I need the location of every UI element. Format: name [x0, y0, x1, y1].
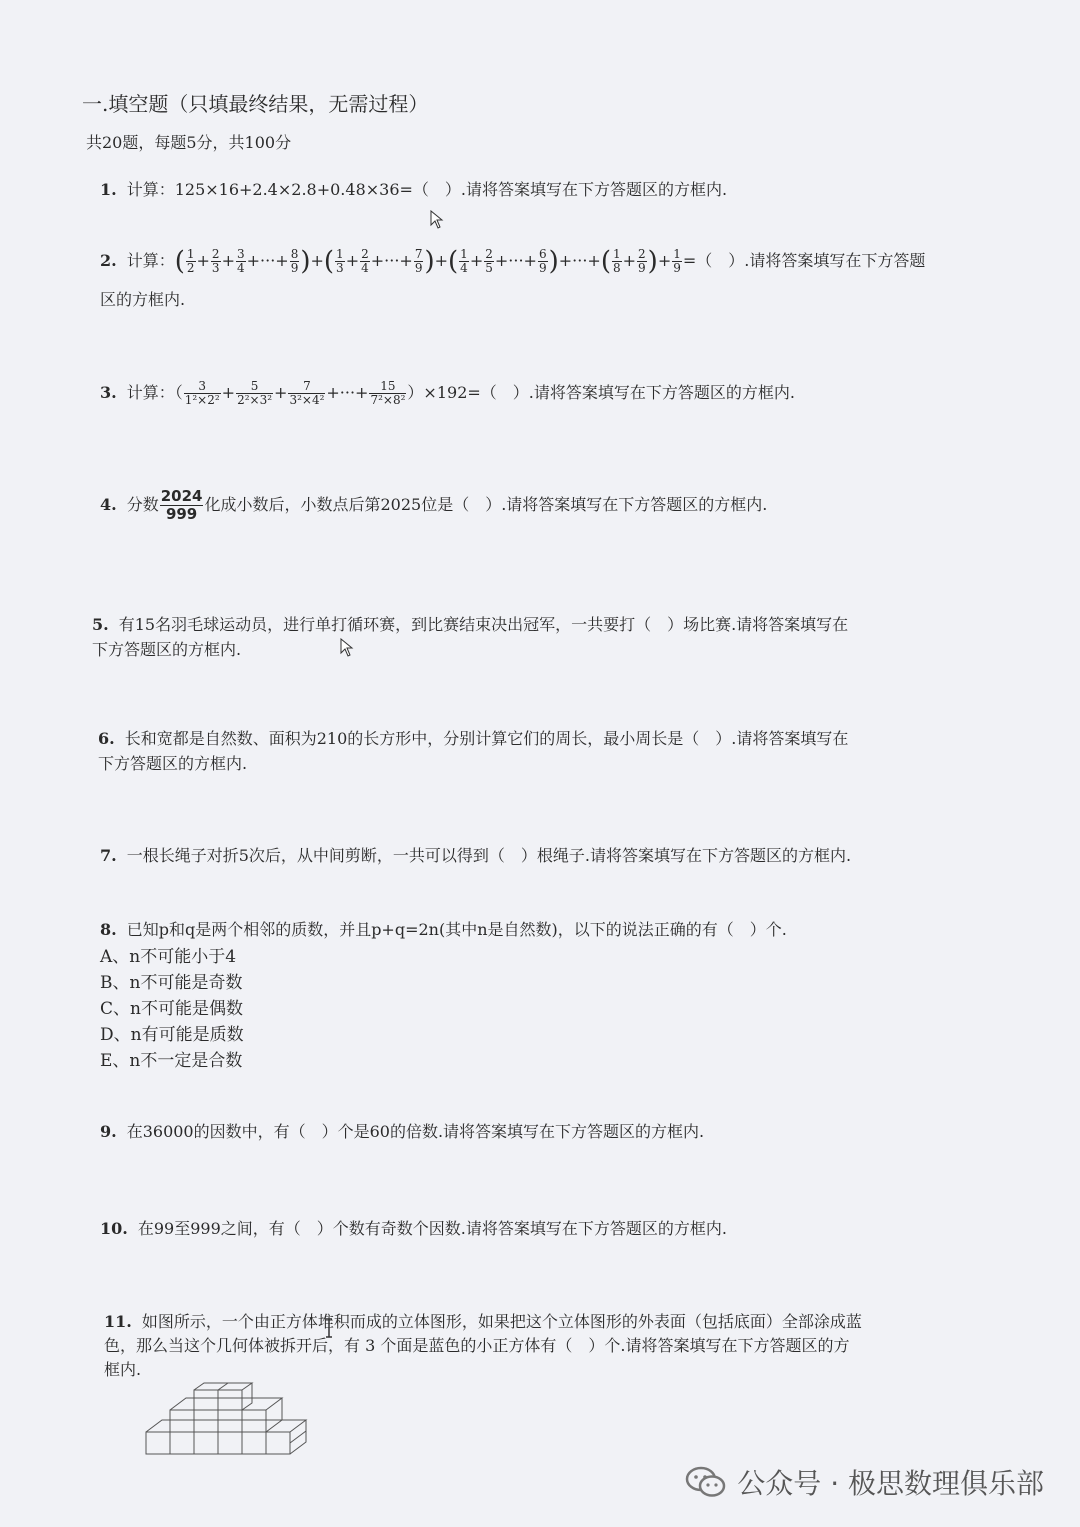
question-2: 2. 计算：( $\frac{1}{2}$ + $\frac{2}{3}$ + $\frac{3}{4}$ +···+ $\frac{8}{9}$ )+( $\frac{1}{3}$ + $\frac{2}{4}$ +···+ $\frac{7}{9}$ )+( $\frac{1}{4}$ + $\frac{2}{5}$ +···+ $\frac{6}{9}$ )+···+( $\frac{1}{8}$ + $\frac{2}{9}$ )+ $\frac{1}{9}$ =（ ）.请将答案填写在下方答题: [100, 246, 926, 277]
question-text: 长和宽都是自然数、面积为210的长方形中，分别计算它们的周长，最小周长是（ ）.请将答案填写在: [124, 729, 849, 748]
question-tail: =（ ）.请将答案填写在下方答题: [682, 251, 926, 270]
question-3: 3. 计算：（ $\frac{3}{\text{1²×2²}}$ + $\frac{5}{\text{2²×3²}}$ + $\frac{7}{\text{3²×4²}}$ +···+ $\frac{15}{\text{7²×8²}}$ ）×192=（ ）.请将答案填写在下方答题区的方框内.: [100, 379, 795, 407]
question-number: 11.: [104, 1312, 132, 1331]
fraction: $\frac{2024}{999}$: [160, 487, 203, 523]
question-text: 有15名羽毛球运动员，进行单打循环赛，到比赛结束决出冠军，一共要打（ ）场比赛.请将答案填写在: [118, 615, 849, 634]
question-number: 5.: [92, 615, 109, 634]
fraction: $\frac{5}{\text{2²×3²}}$: [237, 379, 273, 407]
section-title: 一.填空题（只填最终结果，无需过程）: [82, 92, 429, 116]
fraction: $\frac{1}{4}$: [460, 247, 468, 275]
question-lead: 计算：: [126, 251, 175, 270]
option-b: B、n不可能是奇数: [100, 973, 243, 993]
option-c: C、n不可能是偶数: [100, 999, 243, 1019]
section-subtitle: 共20题，每题5分，共100分: [86, 133, 292, 152]
fraction: $\frac{15}{\text{7²×8²}}$: [370, 379, 406, 407]
question-text: 一根长绳子对折5次后，从中间剪断，一共可以得到（ ）根绳子.请将答案填写在下方答题区的方框内.: [126, 846, 852, 865]
question-2-line2: 区的方框内.: [100, 290, 186, 309]
question-number: 8.: [100, 920, 117, 939]
question-number: 4.: [100, 495, 117, 514]
question-5-line2: 下方答题区的方框内.: [92, 640, 242, 659]
fraction: $\frac{3}{4}$: [236, 247, 245, 275]
question-text: 如图所示，一个由正方体堆积而成的立体图形，如果把这个立体图形的外表面（包括底面）全部涂成蓝: [141, 1312, 862, 1331]
question-tail: 化成小数后，小数点后第2025位是（ ）.请将答案填写在下方答题区的方框内.: [204, 495, 768, 514]
wechat-icon: [685, 1465, 727, 1499]
question-9: [100, 1120, 704, 1144]
question-10: [100, 1217, 727, 1241]
question-text: 在99至999之间，有（ ）个数有奇数个因数.请将答案填写在下方答题区的方框内.: [137, 1219, 727, 1238]
question-number: 7.: [100, 846, 117, 865]
mouse-cursor-icon: [340, 638, 356, 658]
question-6: [98, 727, 848, 751]
question-tail: ）×192=（ ）.请将答案填写在下方答题区的方框内.: [407, 383, 795, 402]
fraction: $\frac{7}{9}$: [414, 247, 423, 275]
question-number: 3.: [100, 383, 117, 402]
question-number: 10.: [100, 1219, 128, 1238]
question-text: 在36000的因数中，有（ ）个是60的倍数.请将答案填写在下方答题区的方框内.: [126, 1122, 705, 1141]
fraction: $\frac{1}{8}$: [612, 247, 621, 275]
question-number: 1.: [100, 180, 117, 199]
option-d: D、n有可能是质数: [100, 1025, 244, 1045]
question-number: 6.: [98, 729, 115, 748]
watermark: [685, 1462, 1044, 1502]
option-e: E、n不一定是合数: [100, 1051, 243, 1071]
fraction: $\frac{2}{4}$: [361, 247, 369, 275]
question-text: 计算：125×16+2.4×2.8+0.48×36=（ ）.请将答案填写在下方答题区的方框内.: [126, 180, 728, 199]
fraction: $\frac{1}{9}$: [673, 247, 681, 275]
question-6-line2: 下方答题区的方框内.: [98, 754, 248, 773]
question-11-line2: 色，那么当这个几何体被拆开后，有 3 个面是蓝色的小正方体有（ ）个.请将答案填写在下方答题区的方: [104, 1336, 850, 1355]
fraction: $\frac{7}{\text{3²×4²}}$: [289, 379, 325, 407]
option-list: [100, 944, 244, 1074]
fraction: $\frac{6}{9}$: [538, 247, 547, 275]
text-cursor-icon: [324, 1318, 334, 1338]
question-text: 已知p和q是两个相邻的质数，并且p+q=2n(其中n是自然数)，以下的说法正确的有（ ）个.: [126, 920, 787, 939]
question-7: [100, 844, 851, 868]
question-4: [100, 488, 767, 523]
mouse-cursor-icon: [430, 210, 446, 230]
cube-stack-figure: [140, 1382, 310, 1462]
question-11-line3: 框内.: [104, 1360, 142, 1379]
question-number: 2.: [100, 251, 117, 270]
question-lead: 分数: [126, 495, 159, 514]
fraction: $\frac{2}{9}$: [638, 247, 646, 275]
question-11: [104, 1310, 862, 1334]
question-1: [100, 178, 727, 202]
fraction: $\frac{8}{9}$: [290, 247, 299, 275]
option-a: A、n不可能小于4: [100, 947, 237, 967]
question-lead: 计算：（: [126, 383, 183, 402]
fraction: $\frac{3}{\text{1²×2²}}$: [184, 379, 220, 407]
fraction: $\frac{1}{2}$: [186, 247, 195, 275]
fraction: $\frac{2}{3}$: [211, 247, 220, 275]
fraction: $\frac{1}{3}$: [336, 247, 344, 275]
watermark-text: 公众号 · 极思数理俱乐部: [737, 1467, 1044, 1500]
question-number: 9.: [100, 1122, 117, 1141]
question-8: [100, 918, 787, 942]
fraction: $\frac{2}{5}$: [485, 247, 493, 275]
question-5: [92, 613, 848, 637]
